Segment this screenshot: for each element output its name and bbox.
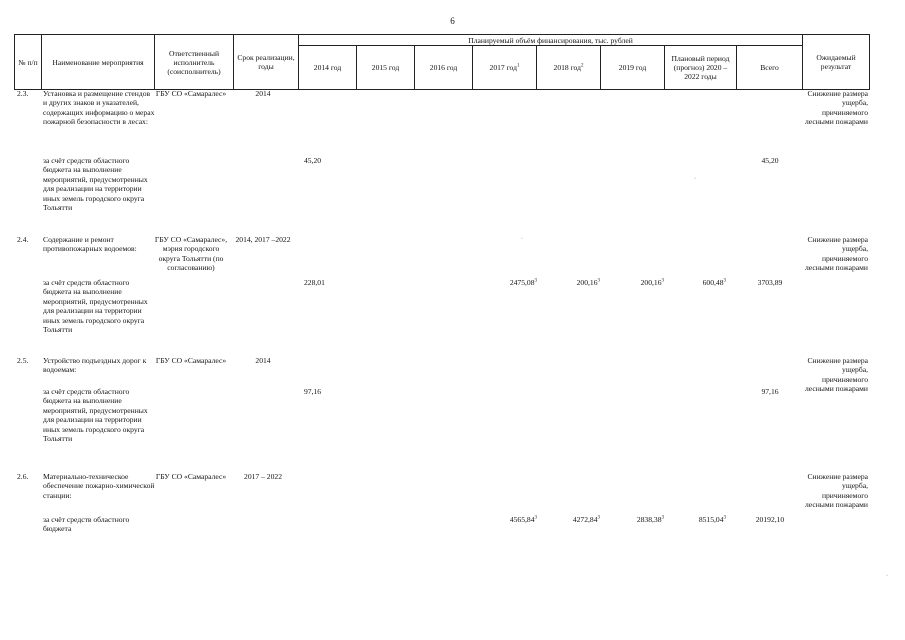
header-funding: Планируемый объём финансирования, тыс. рублей xyxy=(299,35,803,46)
header-resp: Ответственный исполнитель (соисполнитель) xyxy=(155,35,234,90)
header-name: Наименование мероприятия xyxy=(42,35,155,90)
row-result: Снижение размера ущерба, причиняемого лесными пожарами xyxy=(805,472,868,510)
value-2018: 4272,84$^3$ xyxy=(572,515,600,524)
value-2018: 200,16$^3$ xyxy=(576,278,600,287)
row-source: за счёт средств областного бюджета на выполнение мероприятий, предусмотренных для реализации на территории иных земель городского округа Тольятти xyxy=(43,156,148,213)
header-y2014: 2014 год xyxy=(299,46,357,90)
row-name: Содержание и ремонт противопожарных водоемов: xyxy=(43,235,137,254)
row-source: за счёт средств областного бюджета на выполнение мероприятий, предусмотренных для реализации на территории иных земель городского округа Тольятти xyxy=(43,278,148,335)
row-number: 2.6. xyxy=(17,472,29,481)
scan-speck: · xyxy=(694,176,696,182)
value-total: 3703,89 xyxy=(757,278,783,287)
row-result: Снижение размера ущерба, причиняемого лесными пожарами xyxy=(805,89,868,127)
header-y2018: 2018 год$^2$ xyxy=(537,46,601,90)
row-number: 2.4. xyxy=(17,235,29,244)
row-result: Снижение размера ущерба, причиняемого лесными пожарами xyxy=(805,235,868,273)
header-num: № п/п xyxy=(15,35,42,90)
header-total: Всего xyxy=(737,46,803,90)
row-responsible: ГБУ СО «Самаралес» xyxy=(155,356,227,365)
row-number: 2.3. xyxy=(17,89,29,98)
page-number: 6 xyxy=(450,16,455,26)
value-total: 97,16 xyxy=(761,387,779,396)
header-y2019: 2019 год xyxy=(601,46,665,90)
header-plan: Плановый период (прогноз) 2020 – 2022 годы xyxy=(665,46,737,90)
row-name: Материально-техническое обеспечение пожарно-химической станции: xyxy=(43,472,155,500)
value-plan: 600,48$^3$ xyxy=(702,278,726,287)
value-2014: 97,16 xyxy=(304,387,322,396)
header-term: Срок реализации, годы xyxy=(234,35,299,90)
scan-speck: · xyxy=(521,236,523,242)
value-2019: 200,16$^3$ xyxy=(640,278,664,287)
row-result: Снижение размера ущерба, причиняемого лесными пожарами xyxy=(805,356,868,394)
row-term: 2014 xyxy=(255,89,271,98)
header-result: Ожидаемый результат xyxy=(803,35,870,90)
row-name: Установка и размещение стендов и других знаков и указателей, содержащих информацию о мерах пожарной безопасности в лесах: xyxy=(43,89,155,127)
row-term: 2014, 2017 –2022 xyxy=(235,235,291,244)
row-name: Устройство подъездных дорог к водоемам: xyxy=(43,356,147,375)
header-y2016: 2016 год xyxy=(415,46,473,90)
row-term: 2017 – 2022 xyxy=(244,472,282,481)
value-2014: 228,01 xyxy=(304,278,325,287)
row-responsible: ГБУ СО «Самаралес» xyxy=(155,472,227,481)
header-y2015: 2015 год xyxy=(357,46,415,90)
row-responsible: ГБУ СО «Самаралес», мэрия городского округа Тольятти (по согласованию) xyxy=(154,235,228,273)
value-2014: 45,20 xyxy=(304,156,322,165)
value-total: 20192,10 xyxy=(755,515,785,524)
value-2017: 4565,84$^3$ xyxy=(509,515,537,524)
value-2019: 2838,38$^3$ xyxy=(636,515,664,524)
row-source: за счёт средств областного бюджета xyxy=(43,515,130,534)
header-y2017: 2017 год$^1$ xyxy=(473,46,537,90)
value-total: 45,20 xyxy=(761,156,779,165)
row-source: за счёт средств областного бюджета на выполнение мероприятий, предусмотренных для реализации на территории иных земель городского округа Тольятти xyxy=(43,387,148,444)
scan-speck: · xyxy=(886,573,888,579)
value-2017: 2475,08$^3$ xyxy=(509,278,537,287)
row-responsible: ГБУ СО «Самаралес» xyxy=(155,89,227,98)
row-number: 2.5. xyxy=(17,356,29,365)
row-term: 2014 xyxy=(255,356,271,365)
value-plan: 8515,04$^3$ xyxy=(698,515,726,524)
